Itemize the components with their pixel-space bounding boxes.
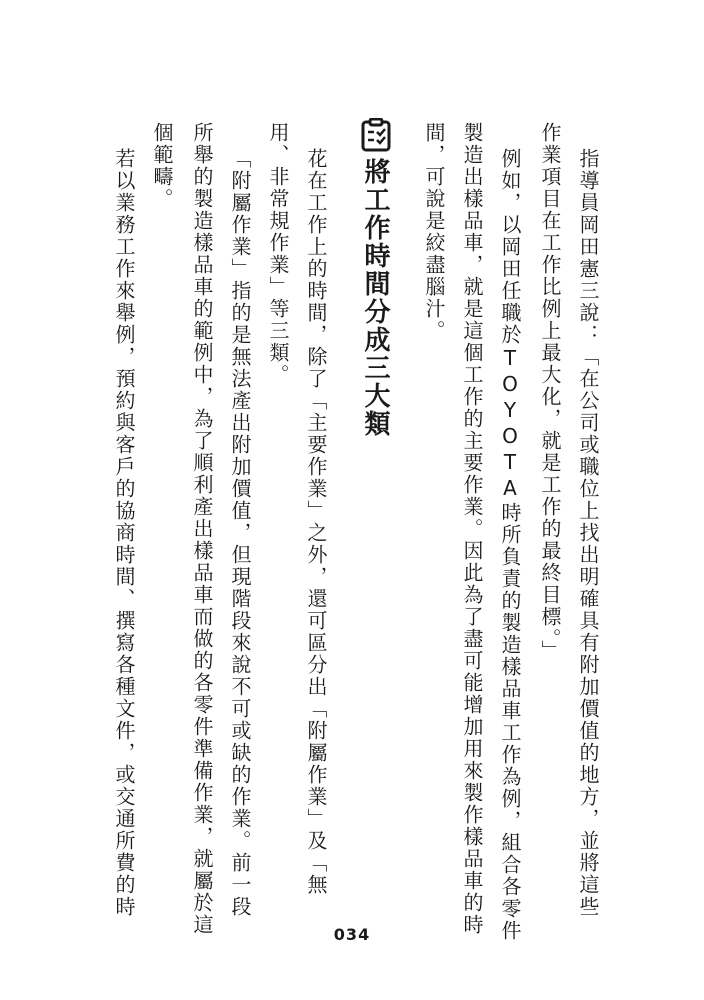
text-column-1: 指導員岡田憲三說：「在公司或職位上找出明確具有附加價值的地方，並將這些 (576, 148, 600, 918)
text-column-9: 所舉的製造樣品車的範例中，為了順利產出樣品車而做的各零件準備作業，就屬於這 (190, 122, 214, 936)
text-column-10: 個範疇。 (150, 122, 174, 210)
text-column-7: 用、非常規作業」等三類。 (266, 122, 290, 386)
text-column-8: 「附屬作業」指的是無法產出附加價值，但現階段來說不可或缺的作業。前一段 (228, 148, 252, 918)
section-heading: 將工作時間分成三大類 (360, 158, 390, 438)
clipboard-checklist-icon (361, 118, 391, 156)
text-column-5: 間，可說是絞盡腦汁。 (422, 122, 446, 342)
page-number: 034 (333, 925, 371, 944)
text-column-2: 作業項目在工作比例上最大化，就是工作的最終目標。」 (538, 122, 562, 662)
text-column-3: 例如，以岡田任職於TOYOTA時所負責的製造樣品車工作為例，組合各零件 (498, 148, 522, 942)
text-column-6: 花在工作上的時間，除了「主要作業」之外，還可區分出「附屬作業」及「無 (304, 148, 328, 896)
text-column-4: 製造出樣品車，就是這個工作的主要作業。因此為了盡可能增加用來製作樣品車的時 (460, 122, 484, 936)
text-column-11: 若以業務工作來舉例，預約與客戶的協商時間、撰寫各種文件，或交通所費的時 (112, 148, 136, 918)
